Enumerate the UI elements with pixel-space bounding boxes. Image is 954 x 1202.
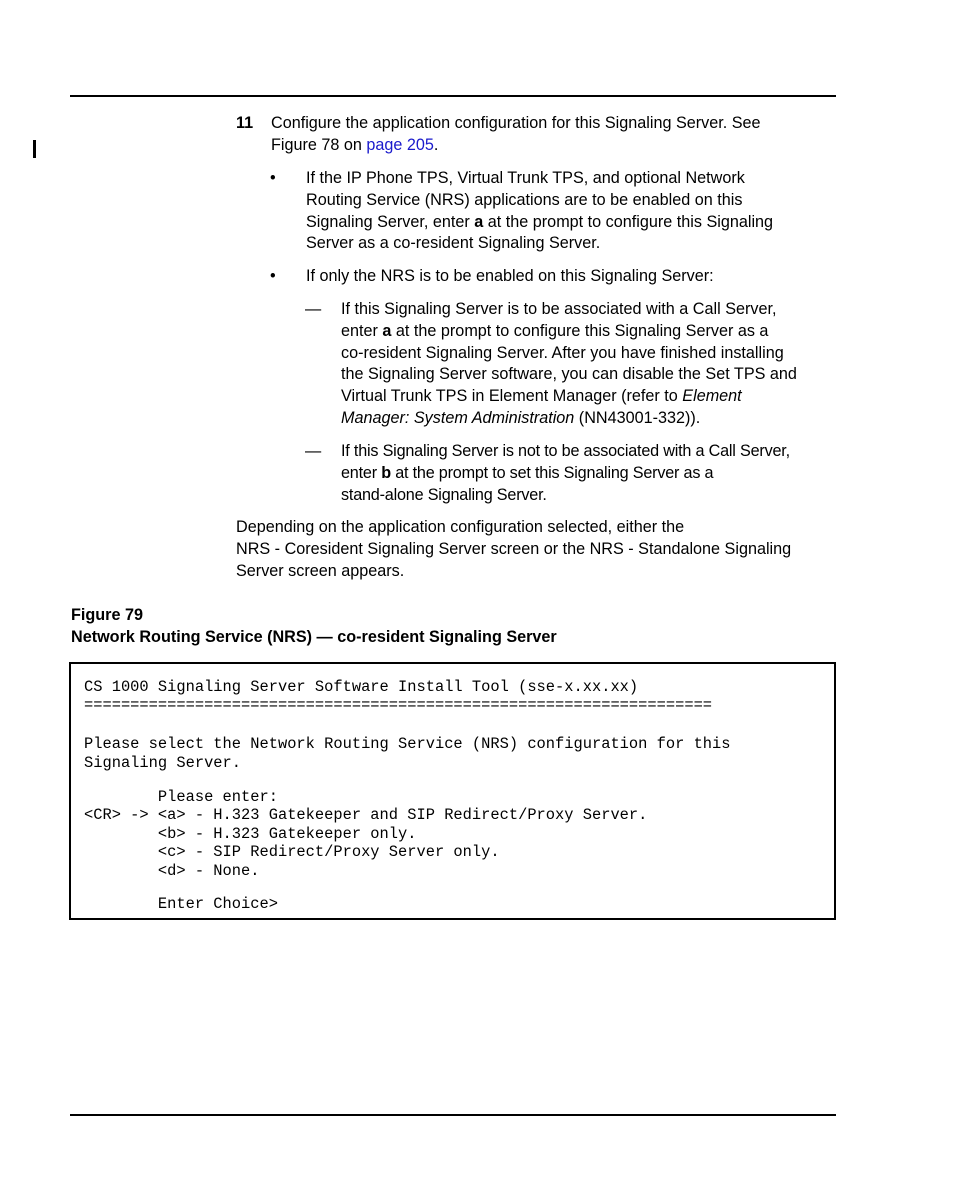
footer-rule [70,1114,836,1116]
terminal-choice-prompt[interactable]: Enter Choice> [84,895,278,913]
terminal-prompt: Signaling Server. [84,754,242,772]
terminal-enter-label: Please enter: [84,788,278,806]
step-number: 11 [236,114,254,132]
header-rule [70,95,836,97]
change-bar [33,140,36,158]
dash-mark: — [305,442,322,460]
bullet-mark: • [270,267,276,285]
sub-item: If this Signaling Server is to be associated with a Call Server, enter a at the prompt to configure this Signaling Server as a co-resident Signaling Server. After you have finished installing the Signaling Server software, you can disable the Set TPS and Virtual Trunk TPS in Element Manager (refer to Element Manager: System Administration (NN43001-332)). [341,300,797,427]
step-text: Configure the application configuration for this Signaling Server. See Figure 78 on page 205. [271,114,761,154]
terminal-option-d: <d> - None. [84,862,260,880]
terminal-option-c: <c> - SIP Redirect/Proxy Server only. [84,843,500,861]
result-paragraph: Depending on the application configuration selected, either the NRS - Coresident Signaling Server screen or the NRS - Standalone Signaling Server screen appears. [236,518,792,580]
page-link[interactable]: page 205 [366,135,434,154]
terminal-option-b: <b> - H.323 Gatekeeper only. [84,825,417,843]
terminal-title: CS 1000 Signaling Server Software Install Tool (sse-x.xx.xx) [84,678,639,696]
terminal-prompt: Please select the Network Routing Service (NRS) configuration for this [84,735,731,753]
figure-caption: Network Routing Service (NRS) — co-resident Signaling Server [71,628,557,646]
terminal-screen [69,662,836,920]
bullet-mark: • [270,169,276,187]
figure-label: Figure 79 [71,606,143,624]
bullet-item: If only the NRS is to be enabled on this Signaling Server: [306,267,714,285]
terminal-separator: ==================================================================== [84,696,713,714]
dash-mark: — [305,300,322,318]
terminal-option-a: <CR> -> <a> - H.323 Gatekeeper and SIP Redirect/Proxy Server. [84,806,648,824]
sub-item: If this Signaling Server is not to be associated with a Call Server, enter b at the prompt to set this Signaling Server as a stand-alone Signaling Server. [341,442,790,504]
bullet-item: If the IP Phone TPS, Virtual Trunk TPS, and optional Network Routing Service (NRS) applications are to be enabled on this Signaling Server, enter a at the prompt to configure this Signaling Server as a co-resident Signaling Server. [306,169,774,253]
